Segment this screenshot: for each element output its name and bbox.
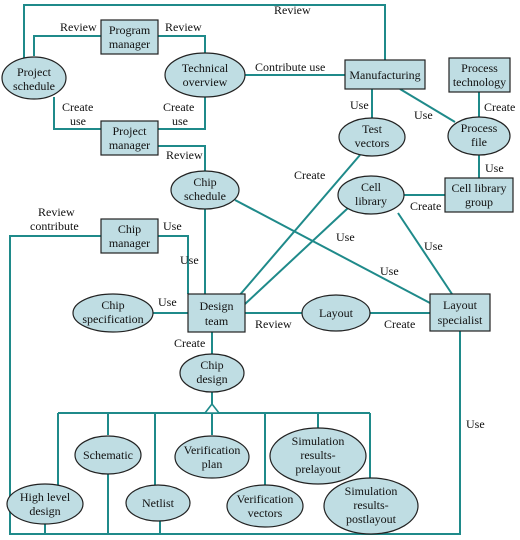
- label-contribute-use: Contribute use: [255, 60, 326, 74]
- label-review-layout: Review: [255, 317, 292, 331]
- label-use-cs-dt: Use: [180, 253, 199, 267]
- node-layout[interactable]: [302, 295, 370, 331]
- node-label: Technical: [181, 61, 229, 75]
- node-label: plan: [201, 457, 223, 471]
- node-label: group: [465, 195, 493, 209]
- node-label: Netlist: [142, 496, 174, 510]
- node-design-team[interactable]: [188, 294, 245, 332]
- label-use-mfg-pf: Use: [414, 108, 433, 122]
- node-label: Project: [17, 65, 51, 79]
- node-simulation-postlayout[interactable]: [324, 478, 418, 534]
- label-use-cm: Use: [163, 219, 182, 233]
- node-label: design: [29, 504, 61, 518]
- node-label: postlayout: [346, 512, 396, 526]
- node-schematic[interactable]: [75, 436, 141, 474]
- node-simulation-prelayout[interactable]: [270, 428, 366, 484]
- line-dt-cl: [245, 208, 348, 304]
- node-label: Design: [199, 299, 234, 313]
- node-chip-specification[interactable]: [73, 294, 153, 332]
- label-create-ls-layout: Create: [384, 317, 416, 331]
- node-label: Cell library: [451, 181, 507, 195]
- node-chip-design[interactable]: [180, 354, 244, 392]
- label-create-use-left-2: use: [70, 114, 86, 128]
- node-label: specification: [82, 312, 144, 326]
- label-create-dt-cd: Create: [174, 336, 206, 350]
- node-process-technology[interactable]: [449, 58, 510, 92]
- node-label: prelayout: [295, 462, 341, 476]
- node-manufacturing[interactable]: [345, 60, 425, 89]
- node-label: Project: [112, 124, 147, 138]
- node-label: Schematic: [83, 448, 133, 462]
- node-label: Chip: [193, 175, 217, 189]
- node-label: specialist: [437, 313, 483, 327]
- node-technical-overview[interactable]: [165, 53, 245, 97]
- node-label: team: [204, 314, 229, 328]
- label-review-pm-left: Review: [60, 20, 97, 34]
- node-label: results-: [353, 498, 389, 512]
- node-label: vectors: [247, 506, 283, 520]
- label-review-top: Review: [274, 3, 311, 17]
- node-label: schedule: [184, 189, 226, 203]
- node-label: High level: [19, 490, 71, 504]
- node-label: vectors: [354, 136, 390, 150]
- label-use-spec: Use: [158, 295, 177, 309]
- label-create-use-left-1: Create: [62, 100, 94, 114]
- composition-triangle-icon: [205, 404, 219, 413]
- node-label: library: [355, 194, 387, 208]
- node-label: Chip: [101, 298, 125, 312]
- node-label: Test: [362, 122, 382, 136]
- label-review-contribute-1: Review: [38, 205, 75, 219]
- label-create-use-right-1: Create: [163, 100, 195, 114]
- node-label: manager: [108, 138, 151, 152]
- node-test-vectors[interactable]: [339, 118, 405, 156]
- node-project-manager[interactable]: [101, 121, 158, 155]
- label-create-use-right-2: use: [172, 114, 188, 128]
- node-cell-library-group[interactable]: [445, 178, 513, 212]
- node-label: Simulation: [291, 434, 345, 448]
- label-review-pjm-cs: Review: [166, 148, 203, 162]
- node-label: Process: [461, 61, 498, 75]
- node-label: Cell: [361, 180, 381, 194]
- node-chip-schedule[interactable]: [171, 171, 239, 209]
- label-use-cs-ls: Use: [380, 264, 399, 278]
- node-process-file[interactable]: [448, 117, 510, 155]
- label-create-pt-pf: Create: [484, 100, 516, 114]
- label-create-clg-cl: Create: [410, 199, 442, 213]
- node-label: Process: [460, 121, 498, 135]
- node-label: manager: [108, 236, 151, 250]
- node-label: Simulation: [344, 484, 398, 498]
- label-review-pm-right: Review: [165, 20, 202, 34]
- node-project-schedule[interactable]: [2, 57, 66, 99]
- node-program-manager[interactable]: [101, 20, 158, 54]
- node-chip-manager[interactable]: [101, 219, 158, 253]
- line-ps-pm: [34, 36, 101, 56]
- node-cell-library[interactable]: [338, 176, 404, 214]
- node-label: Verification: [183, 443, 241, 457]
- label-use-cl-dt: Use: [336, 230, 355, 244]
- node-label: overview: [182, 75, 228, 89]
- node-label: Layout: [443, 298, 477, 312]
- node-layout-specialist[interactable]: [430, 294, 490, 331]
- node-label: results-: [300, 448, 336, 462]
- relationship-labels: [30, 3, 515, 431]
- node-label: design: [196, 372, 228, 386]
- label-use-cl-ls: Use: [424, 239, 443, 253]
- label-use-mfg-tv: Use: [350, 98, 369, 112]
- node-label: Chip: [117, 222, 142, 236]
- node-verification-plan[interactable]: [175, 436, 249, 478]
- node-label: technology: [452, 75, 507, 89]
- node-label: Chip: [200, 358, 224, 372]
- line-cl-ls: [398, 213, 452, 294]
- node-label: Layout: [319, 306, 353, 320]
- node-label: file: [471, 135, 487, 149]
- node-label: manager: [108, 37, 151, 51]
- label-create-dt-tv: Create: [294, 168, 326, 182]
- node-label: Manufacturing: [349, 68, 421, 82]
- label-use-pf-clg: Use: [485, 161, 504, 175]
- node-high-level-design[interactable]: [7, 484, 83, 524]
- label-review-contribute-2: contribute: [30, 219, 79, 233]
- node-label: Program: [108, 23, 151, 37]
- line-pm-to: [158, 36, 205, 53]
- label-use-ls-netlist: Use: [466, 417, 485, 431]
- node-label: schedule: [13, 79, 55, 93]
- node-netlist[interactable]: [126, 485, 190, 521]
- node-label: Verification: [236, 492, 294, 506]
- node-verification-vectors[interactable]: [227, 485, 303, 527]
